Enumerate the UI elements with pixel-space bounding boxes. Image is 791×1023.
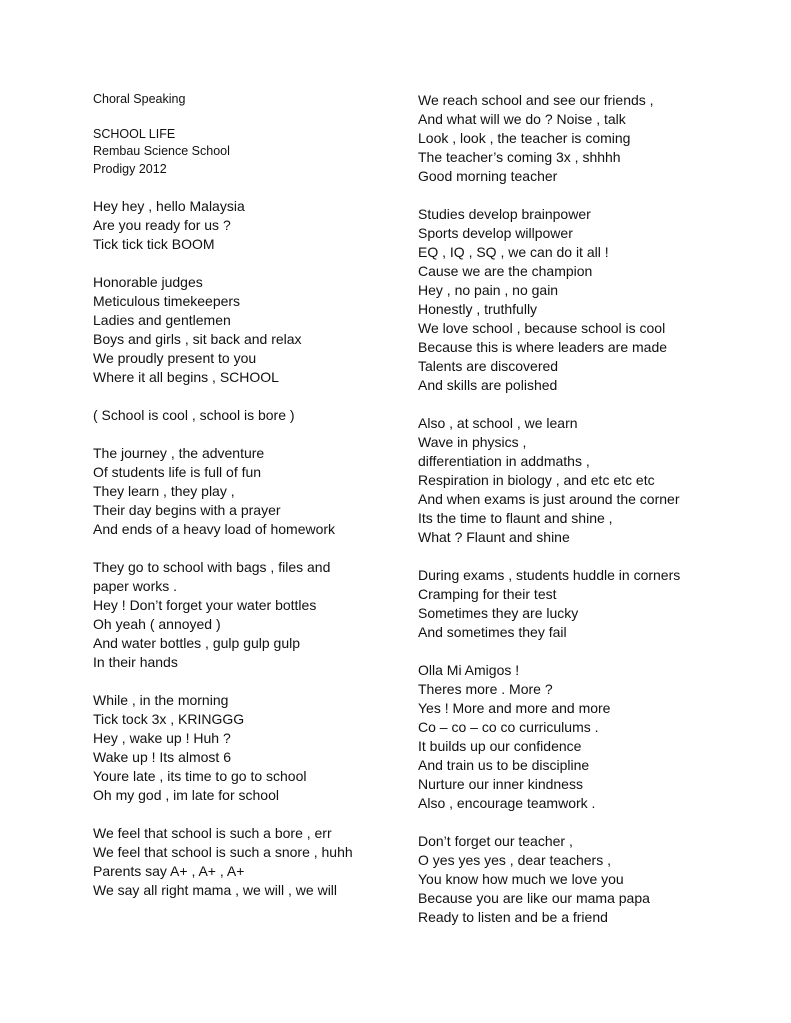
verse-line: Yes ! More and more and more [418, 700, 611, 716]
verse-line: Honorable judges [93, 274, 203, 290]
team-name: Prodigy 2012 [93, 161, 167, 176]
verse-line: Hey , no pain , no gain [418, 282, 559, 298]
stanza [418, 91, 748, 186]
verse-line: Because this is where leaders are made [418, 339, 668, 355]
verse-line: Boys and girls , sit back and relax [93, 331, 302, 347]
verse-line: Of students life is full of fun [93, 464, 262, 480]
verse-line: In their hands [93, 654, 178, 670]
stanza [418, 414, 748, 547]
verse-line: Talents are discovered [418, 358, 559, 374]
stanza [93, 558, 393, 672]
verse-line: Hey , wake up ! Huh ? [93, 730, 231, 746]
verse-line: Cause we are the champion [418, 263, 593, 279]
verse-line: Also , encourage teamwork . [418, 795, 596, 811]
stanza [93, 824, 393, 900]
stanza [93, 273, 393, 387]
verse-line: EQ , IQ , SQ , we can do it all ! [418, 244, 609, 260]
verse-line: And skills are polished [418, 377, 558, 393]
verse-line: During exams , students huddle in corners [418, 567, 681, 583]
verse-line: The teacher’s coming 3x , shhhh [418, 149, 621, 165]
verse-line: Its the time to flaunt and shine , [418, 510, 613, 526]
verse-line: ( School is cool , school is bore ) [93, 407, 295, 423]
right-column [418, 91, 748, 946]
verse-line: Ladies and gentlemen [93, 312, 231, 328]
verse-line: Studies develop brainpower [418, 206, 591, 222]
verse-line: Their day begins with a prayer [93, 502, 281, 518]
verse-line: And when exams is just around the corner [418, 491, 680, 507]
verse-line: Wave in physics , [418, 434, 527, 450]
verse-line: They learn , they play , [93, 483, 235, 499]
verse-line: Tick tock 3x , KRINGGG [93, 711, 245, 727]
verse-line: We reach school and see our friends , [418, 92, 654, 108]
verse-line: It builds up our confidence [418, 738, 582, 754]
verse-line: What ? Flaunt and shine [418, 529, 570, 545]
verse-line: And what will we do ? Noise , talk [418, 111, 626, 127]
verse-line: Are you ready for us ? [93, 217, 231, 233]
stanza [418, 205, 748, 395]
verse-line: Meticulous timekeepers [93, 293, 241, 309]
stanza [93, 444, 393, 539]
verse-line: And sometimes they fail [418, 624, 567, 640]
verse-line: Respiration in biology , and etc etc etc [418, 472, 655, 488]
verse-line: Look , look , the teacher is coming [418, 130, 631, 146]
verse-line: Ready to listen and be a friend [418, 909, 608, 925]
verse-line: They go to school with bags , files and [93, 559, 331, 575]
verse-line: Oh yeah ( annoyed ) [93, 616, 221, 632]
verse-line: differentiation in addmaths , [418, 453, 590, 469]
verse-line: O yes yes yes , dear teachers , [418, 852, 611, 868]
verse-line: Parents say A+ , A+ , A+ [93, 863, 245, 879]
poem-title: SCHOOL LIFE [93, 126, 176, 141]
verse-line: While , in the morning [93, 692, 229, 708]
verse-line: Hey hey , hello Malaysia [93, 198, 245, 214]
verse-line: You know how much we love you [418, 871, 624, 887]
verse-line: And water bottles , gulp gulp gulp [93, 635, 301, 651]
stanza [418, 832, 748, 927]
verse-line: Because you are like our mama papa [418, 890, 650, 906]
school-name: Rembau Science School [93, 144, 230, 158]
left-column [93, 91, 393, 919]
verse-line: We feel that school is such a bore , err [93, 825, 332, 841]
verse-line: Honestly , truthfully [418, 301, 538, 317]
stanza [93, 406, 393, 425]
verse-line: Wake up ! Its almost 6 [93, 749, 231, 765]
stanza [418, 566, 748, 642]
verse-line: Cramping for their test [418, 586, 557, 602]
verse-line: We feel that school is such a snore , huhh [93, 844, 353, 860]
verse-line: And ends of a heavy load of homework [93, 521, 336, 537]
verse-line: We say all right mama , we will , we will [93, 882, 338, 898]
verse-line: Sports develop willpower [418, 225, 573, 241]
verse-line: Olla Mi Amigos ! [418, 662, 520, 678]
verse-line: Also , at school , we learn [418, 415, 578, 431]
verse-line: Where it all begins , SCHOOL [93, 369, 279, 385]
verse-line: Oh my god , im late for school [93, 787, 279, 803]
verse-line: Theres more . More ? [418, 681, 553, 697]
document-header [93, 91, 393, 178]
document-heading: Choral Speaking [93, 92, 186, 106]
verse-line: Nurture our inner kindness [418, 776, 583, 792]
stanza [93, 691, 393, 805]
verse-line: Youre late , its time to go to school [93, 768, 307, 784]
verse-line: paper works . [93, 578, 178, 594]
stanza [418, 661, 748, 813]
verse-line: Co – co – co co curriculums . [418, 719, 599, 735]
verse-line: Don’t forget our teacher , [418, 833, 573, 849]
verse-line: We love school , because school is cool [418, 320, 666, 336]
verse-line: Good morning teacher [418, 168, 558, 184]
verse-line: And train us to be discipline [418, 757, 590, 773]
verse-line: We proudly present to you [93, 350, 257, 366]
stanza [93, 197, 393, 254]
verse-line: Hey ! Don’t forget your water bottles [93, 597, 317, 613]
verse-line: Sometimes they are lucky [418, 605, 579, 621]
verse-line: The journey , the adventure [93, 445, 265, 461]
verse-line: Tick tick tick BOOM [93, 236, 215, 252]
